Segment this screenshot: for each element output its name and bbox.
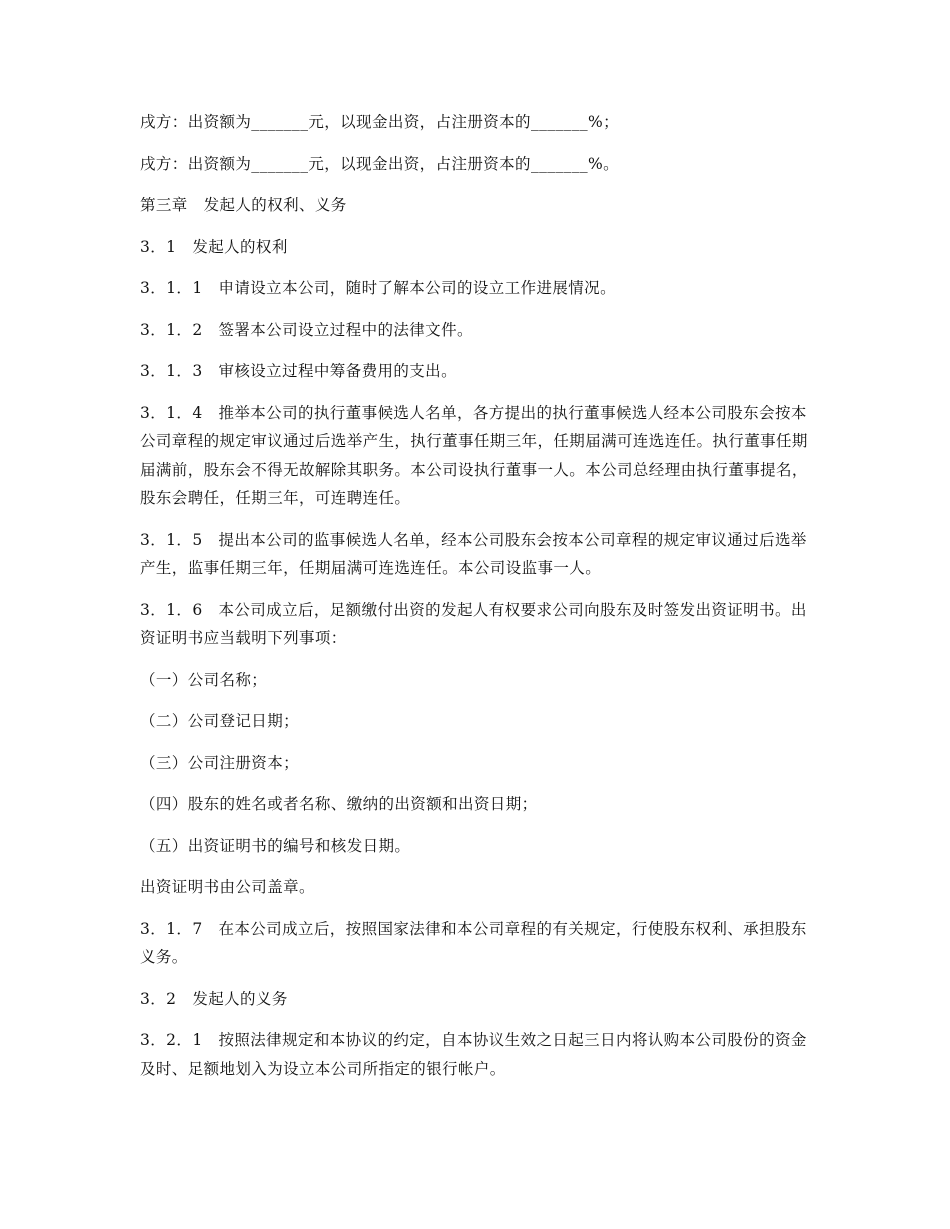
list-item-5: （五）出资证明书的编号和核发日期。 [140, 836, 411, 855]
clause-3-1-2: 3．1．2 签署本公司设立过程中的法律文件。 [140, 320, 473, 339]
clause-3-1-7: 3．1．7 在本公司成立后，按照国家法律和本公司章程的有关规定，行使股东权利、承担股东义务。 [140, 919, 807, 966]
clause-3-2-1: 3．2．1 按照法律规定和本协议的约定，自本协议生效之日起三日内将认购本公司股份的资金及时、足额地划入为设立本公司所指定的银行帐户。 [140, 1031, 807, 1078]
section-3-2-heading: 3．2 发起人的义务 [140, 989, 288, 1008]
clause-3-1-1: 3．1．1 申请设立本公司，随时了解本公司的设立工作进展情况。 [140, 279, 616, 297]
clause-3-1-6: 3．1．6 本公司成立后，足额缴付出资的发起人有权要求公司向股东及时签发出资证明书。出资证明书应当载明下列事项： [140, 600, 807, 647]
list-item-2: （二）公司登记日期； [140, 712, 300, 730]
clause-3-1-5: 3．1．5 提出本公司的监事候选人名单，经本公司股东会按本公司章程的规定审议通过后选举产生，监事任期三年，任期届满可连选连任。本公司设监事一人。 [140, 530, 807, 577]
clause-3-1-3: 3．1．3 审核设立过程中筹备费用的支出。 [140, 362, 457, 380]
list-item-1: （一）公司名称； [140, 670, 268, 689]
list-item-4: （四）股东的姓名或者名称、缴纳的出资额和出资日期； [140, 795, 538, 813]
chapter-3-heading: 第三章 发起人的权利、义务 [140, 196, 347, 214]
paragraph-contribution-e-2: 戌方：出资额为_______元，以现金出资，占注册资本的_______%。 [140, 154, 620, 173]
certificate-seal-note: 出资证明书由公司盖章。 [140, 878, 315, 896]
document-page [140, 108, 810, 1096]
paragraph-contribution-e-1: 戌方：出资额为_______元，以现金出资，占注册资本的_______%； [140, 113, 620, 131]
clause-3-1-4: 3．1．4 推举本公司的执行董事候选人名单，各方提出的执行董事候选人经本公司股东会按本公司章程的规定审议通过后选举产生，执行董事任期三年，任期届满可连选连任。执行董事任期届满前，股东会不得无故解除其职务。本公司设执行董事一人。本公司总经理由执行董事提名，股东会聘任，任期三年，可连聘连任。 [140, 403, 808, 507]
section-3-1-heading: 3．1 发起人的权利 [140, 237, 288, 256]
list-item-3: （三）公司注册资本； [140, 753, 300, 772]
